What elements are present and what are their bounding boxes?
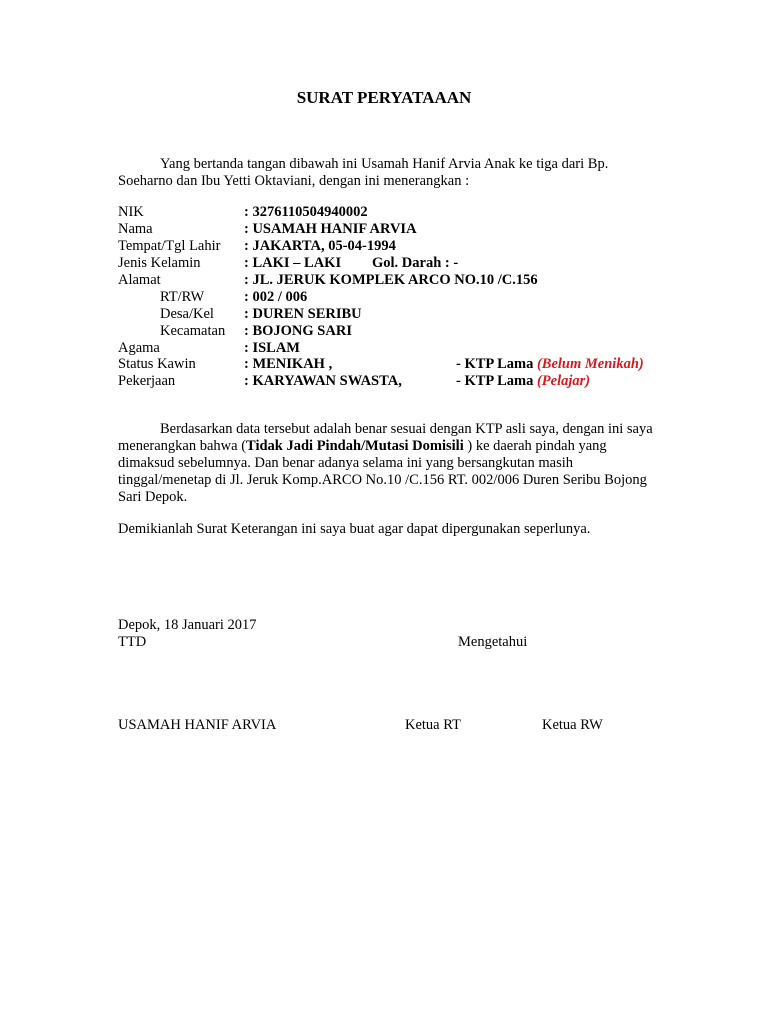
body-line-2-bold: Tidak Jadi Pindah/Mutasi Domisili [246,438,464,454]
value-pekerjaan: : KARYAWAN SWASTA, [244,373,402,389]
body-line-2-post: ) ke daerah pindah yang [463,438,607,454]
label-rtrw: RT/RW [160,289,205,305]
ktp-lama-note: (Belum Menikah) [536,356,644,372]
value-alamat: : JL. JERUK KOMPLEK ARCO NO.10 /C.156 [244,272,538,288]
value-kecamatan: : BOJONG SARI [244,323,352,339]
body-line-1: Berdasarkan data tersebut adalah benar sesuai dengan KTP asli saya, dengan ini saya [160,421,653,437]
value-gol-darah: Gol. Darah : - [372,255,459,271]
body-line-5: Sari Depok. [118,489,188,505]
label-alamat: Alamat [118,272,161,288]
mengetahui-label: Mengetahui [458,634,528,650]
value-nama: : USAMAH HANIF ARVIA [244,221,417,237]
place-date: Depok, 18 Januari 2017 [118,617,257,633]
intro-line-1: Yang bertanda tangan dibawah ini Usamah Hanif Arvia Anak ke tiga dari Bp. [160,156,609,172]
value-ttl: : JAKARTA, 05-04-1994 [244,238,396,254]
label-pekerjaan: Pekerjaan [118,373,176,389]
closing-text: Demikianlah Surat Keterangan ini saya buat agar dapat dipergunakan seperlunya. [118,521,591,537]
ktp-lama-label: - KTP Lama [456,373,534,389]
ktp-lama-note: (Pelajar) [536,373,591,389]
body-line-2-pre: menerangkan bahwa ( [118,438,247,454]
intro-line-2: Soeharno dan Ibu Yetti Oktaviani, dengan ini menerangkan : [118,173,470,189]
value-jenis-kelamin: : LAKI – LAKI [244,255,342,271]
ktp-lama-label: - KTP Lama [456,356,534,372]
signer-ketua-rw: Ketua RW [542,717,603,733]
label-status-kawin: Status Kawin [118,356,196,372]
value-status-kawin: : MENIKAH , [244,356,333,372]
signer-ketua-rt: Ketua RT [405,717,461,733]
value-desa: : DUREN SERIBU [244,306,362,322]
value-agama: : ISLAM [244,340,300,356]
value-nik: : 3276110504940002 [244,204,368,220]
ktp-lama-pekerjaan [456,373,590,390]
body-line-2 [118,438,607,455]
ktp-lama-status [456,356,644,373]
body-line-3: dimaksud sebelumnya. Dan benar adanya selama ini yang bersangkutan masih [118,455,574,471]
value-rtrw: : 002 / 006 [244,289,308,305]
label-ttl: Tempat/Tgl Lahir [118,238,221,254]
label-jenis-kelamin: Jenis Kelamin [118,255,201,271]
label-desa: Desa/Kel [160,306,214,322]
page-title: SURAT PERYATAAAN [296,88,472,107]
signer-name: USAMAH HANIF ARVIA [118,717,277,733]
body-line-4: tinggal/menetap di Jl. Jeruk Komp.ARCO No.10 /C.156 RT. 002/006 Duren Seribu Bojong [118,472,647,488]
label-nik: NIK [118,204,144,220]
label-kecamatan: Kecamatan [160,323,226,339]
label-nama: Nama [118,221,153,237]
ttd-label: TTD [118,634,147,650]
label-agama: Agama [118,340,160,356]
